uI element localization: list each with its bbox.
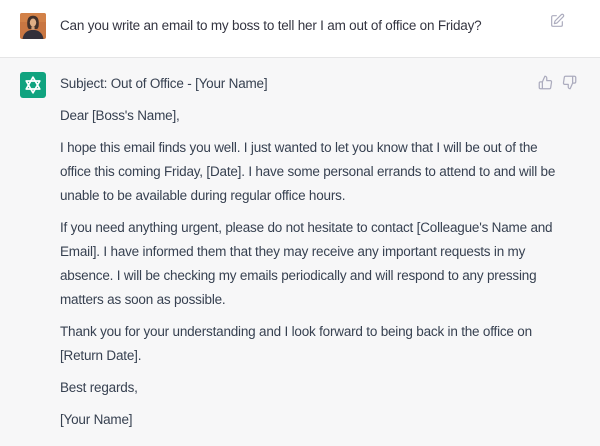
assistant-message-row — [0, 57, 600, 446]
user-message-text: Can you write an email to my boss to tell her I am out of office on Friday? — [60, 18, 482, 33]
email-greeting: Dear [Boss's Name], — [60, 108, 180, 123]
email-paragraph: If you need anything urgent, please do not hesitate to contact [Colleague's Name and Email]. I have informed them that they may receive any important requests in my absence. I will be checking my emails periodically and will respond to any pressing matters as soon as possible. — [60, 220, 553, 307]
user-message-row — [0, 0, 600, 57]
thumbs-up-button[interactable] — [538, 75, 553, 90]
pencil-square-icon — [549, 13, 565, 29]
user-photo-avatar — [20, 13, 46, 39]
assistant-message-actions — [538, 75, 577, 90]
user-avatar — [20, 13, 46, 39]
chatgpt-logo-icon — [20, 72, 46, 98]
email-paragraph: Thank you for your understanding and I look forward to being back in the office on [Return Date]. — [60, 324, 532, 363]
email-closing: Best regards, — [60, 380, 138, 395]
thumbs-down-button[interactable] — [562, 75, 577, 90]
assistant-message-text — [60, 72, 557, 432]
assistant-avatar — [20, 72, 46, 98]
thumbs-up-icon — [538, 75, 553, 90]
email-paragraph: I hope this email finds you well. I just wanted to let you know that I will be out of the office this coming Friday, [Date]. I have some personal errands to attend to and will be unable to be available during regular office hours. — [60, 140, 556, 203]
edit-message-button[interactable] — [549, 13, 565, 29]
email-signature: [Your Name] — [60, 412, 133, 427]
email-subject-line: Subject: Out of Office - [Your Name] — [60, 76, 268, 91]
user-message-actions — [549, 13, 565, 29]
thumbs-down-icon — [562, 75, 577, 90]
